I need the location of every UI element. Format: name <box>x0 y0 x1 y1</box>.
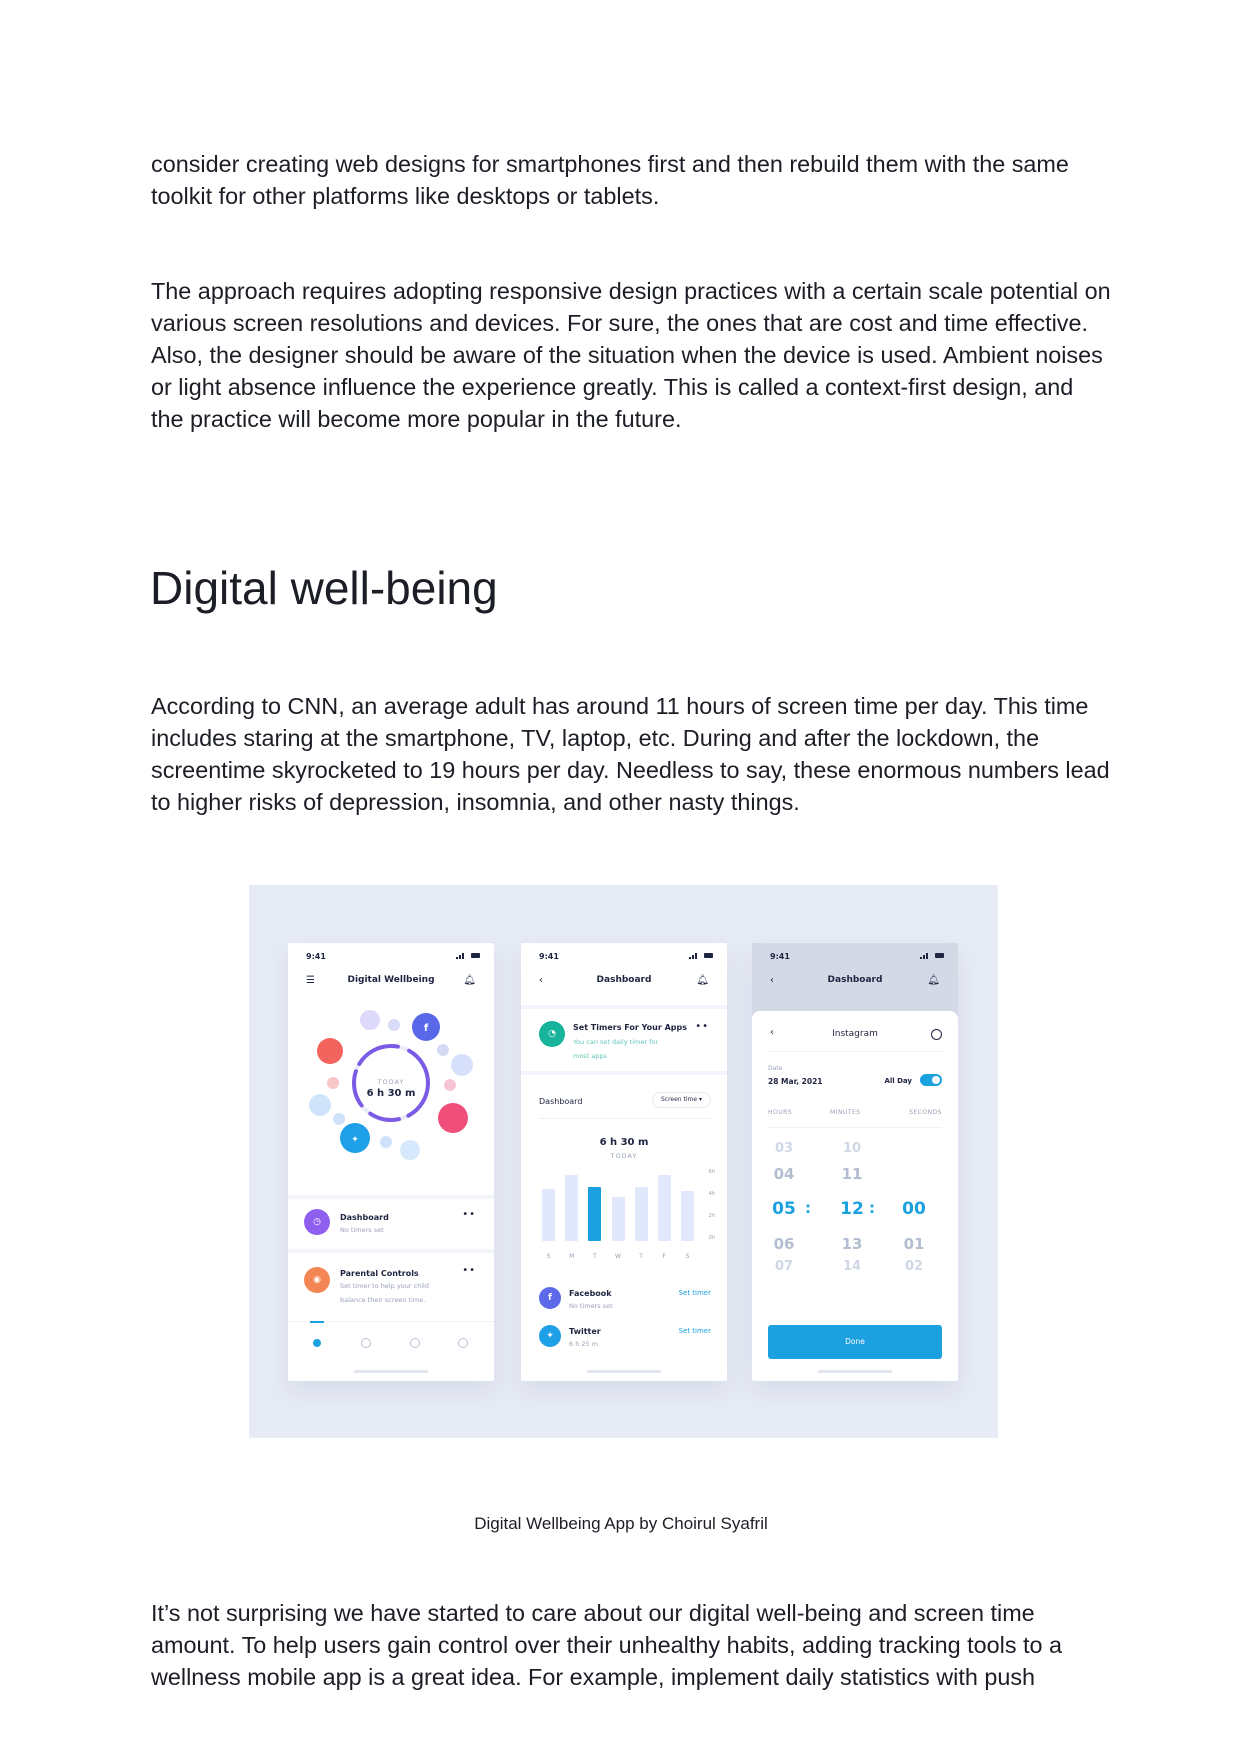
y-tick-label: 2h <box>708 1213 715 1219</box>
menu-icon[interactable]: ☰ <box>306 975 315 986</box>
hour-option[interactable]: 07 <box>774 1259 794 1274</box>
hour-option[interactable]: 06 <box>773 1235 795 1253</box>
day-bar[interactable] <box>681 1191 694 1241</box>
signal-icon <box>920 953 944 959</box>
y-tick-label: 6h <box>708 1169 715 1175</box>
signal-icon <box>689 953 713 959</box>
status-bar <box>770 952 944 962</box>
bell-icon[interactable]: 🔔︎ <box>463 975 476 986</box>
all-day-label: All Day <box>884 1077 912 1085</box>
timer-sheet <box>752 1011 958 1381</box>
hour-selected[interactable]: 05 <box>772 1199 796 1219</box>
item1-title[interactable]: Dashboard <box>340 1213 389 1222</box>
facebook-icon: f <box>539 1287 561 1309</box>
second-option[interactable]: 01 <box>903 1235 925 1253</box>
dashboard-icon: ◷ <box>304 1209 330 1235</box>
svg-text:f: f <box>423 1023 429 1034</box>
closing-paragraph: It’s not surprising we have started to care about our digital well-being and screen time amount. To help users gain control over their unhealthy habits, adding tracking tools to a wellness mobile app is a great idea. For example, implement daily statistics with push <box>151 1600 1063 1690</box>
home-tab-icon[interactable] <box>313 1339 321 1347</box>
set-timer-button[interactable]: Set timer <box>678 1289 711 1297</box>
profile-tab-icon[interactable] <box>458 1338 468 1348</box>
cnn-paragraph: According to CNN, an average adult has around 11 hours of screen time per day. This time includes staring at the smartphone, TV, laptop, etc. During and after the lockdown, the screentime skyrocketed to 19 hours per day. Needless to say, these enormous numbers lead to higher risks of depression, insomnia, and other nasty things. <box>151 693 1110 815</box>
day-label: S <box>685 1253 690 1260</box>
done-button[interactable]: Done <box>768 1325 942 1359</box>
twitter-icon: ✦ <box>539 1325 561 1347</box>
chat-tab-icon[interactable] <box>361 1338 371 1348</box>
y-tick-label: 4h <box>708 1191 715 1197</box>
item2-title[interactable]: Parental Controls <box>340 1269 419 1278</box>
screen-title: Digital Wellbeing <box>347 975 435 985</box>
colon: : <box>805 1199 811 1217</box>
date-value[interactable]: 28 Mar, 2021 <box>768 1077 823 1086</box>
section-label: Dashboard <box>539 1097 583 1106</box>
bell-icon[interactable]: 🔔︎ <box>927 975 940 986</box>
back-icon[interactable]: ‹ <box>539 975 543 986</box>
more-icon[interactable]: •• <box>695 1021 709 1032</box>
colon: : <box>869 1199 875 1217</box>
status-time: 9:41 <box>306 952 326 961</box>
sheet-back-icon[interactable]: ‹ <box>770 1027 774 1038</box>
screen-title: Dashboard <box>596 975 652 985</box>
minute-option[interactable]: 10 <box>842 1141 862 1156</box>
y-axis-ticks <box>701 1169 715 1241</box>
item2-subtitle-2: balance their screen time. <box>340 1296 426 1304</box>
minutes-header: MINUTES <box>830 1109 861 1116</box>
day-label: T <box>593 1253 597 1260</box>
bell-icon[interactable]: 🔔︎ <box>696 975 709 986</box>
seconds-header: SECONDS <box>909 1109 942 1116</box>
minute-option[interactable]: 11 <box>841 1165 863 1183</box>
minute-option[interactable]: 14 <box>842 1259 862 1274</box>
info-icon[interactable] <box>931 1029 942 1040</box>
signal-icon <box>456 953 480 959</box>
hours-header: HOURS <box>768 1109 793 1116</box>
hour-option[interactable]: 03 <box>774 1141 794 1156</box>
ring-label: TODAY <box>377 1078 405 1086</box>
parental-controls-icon: ◉ <box>304 1267 330 1293</box>
timer-icon: ◔ <box>539 1021 565 1047</box>
phone-timer-picker <box>752 943 958 1381</box>
phone-dashboard <box>521 943 727 1381</box>
day-label: F <box>662 1253 666 1260</box>
minute-option[interactable]: 13 <box>841 1235 863 1253</box>
set-timer-button[interactable]: Set timer <box>678 1327 711 1335</box>
day-bar[interactable] <box>542 1189 555 1241</box>
x-axis-days <box>537 1253 699 1263</box>
hour-option[interactable]: 04 <box>773 1165 795 1183</box>
more-icon[interactable]: •• <box>462 1265 476 1276</box>
day-label: M <box>569 1253 575 1260</box>
app1-sub: No timers set <box>569 1302 613 1310</box>
item1-subtitle: No timers set <box>340 1226 384 1234</box>
y-tick-label: 0h <box>708 1235 715 1241</box>
status-bar <box>539 952 713 962</box>
day-bar[interactable] <box>612 1197 625 1241</box>
banner-sub-2: most apps <box>573 1052 607 1060</box>
svg-text:✦: ✦ <box>351 1135 359 1145</box>
back-icon[interactable]: ‹ <box>770 975 774 986</box>
status-time: 9:41 <box>539 952 559 961</box>
status-time: 9:41 <box>770 952 790 961</box>
day-bar[interactable] <box>635 1187 648 1241</box>
section-heading: Digital well-being <box>150 562 498 614</box>
second-option[interactable]: 02 <box>904 1259 924 1274</box>
day-label: W <box>615 1253 621 1260</box>
figure-caption: Digital Wellbeing App by Choirul Syafril <box>474 1514 768 1533</box>
weekly-bar-chart <box>537 1169 699 1241</box>
day-label: S <box>546 1253 551 1260</box>
sheet-title: Instagram <box>832 1029 878 1039</box>
more-icon[interactable]: •• <box>462 1209 476 1220</box>
banner-sub-1: You can set daily timer for <box>573 1038 659 1046</box>
app-mockup-figure <box>249 885 998 1438</box>
intro-paragraph: consider creating web designs for smartphones first and then rebuild them with the same toolkit for other platforms like desktops or tablets. <box>151 151 1069 209</box>
approach-paragraph: The approach requires adopting responsive design practices with a certain scale potential on various screen resolutions and devices. For sure, the ones that are cost and time effective. Also, the designer should be aware of the situation when the device is used. Ambient noises or light absence influence the experience greatly. This is called a context-first design, and the practice will become more popular in the future. <box>151 278 1111 432</box>
app2-name: Twitter <box>569 1327 601 1336</box>
day-bar[interactable] <box>658 1175 671 1241</box>
total-label: TODAY <box>610 1152 638 1160</box>
all-day-toggle[interactable] <box>920 1074 942 1086</box>
second-selected[interactable]: 00 <box>902 1199 926 1219</box>
banner-title: Set Timers For Your Apps <box>573 1023 688 1032</box>
total-value: 6 h 30 m <box>599 1137 649 1148</box>
app2-sub: 6 h 25 m <box>569 1340 599 1348</box>
screen-time-dropdown[interactable]: Screen time ▾ <box>652 1092 711 1108</box>
item2-subtitle-1: Set timer to help your child <box>340 1282 429 1290</box>
day-label: T <box>639 1253 643 1260</box>
status-bar <box>306 952 480 962</box>
phone-wellbeing-home <box>288 943 494 1381</box>
clock-tab-icon[interactable] <box>410 1338 420 1348</box>
ring-value: 6 h 30 m <box>366 1088 416 1099</box>
day-bar[interactable] <box>565 1175 578 1241</box>
date-label: Date <box>768 1065 783 1072</box>
minute-selected[interactable]: 12 <box>840 1199 864 1219</box>
app1-name: Facebook <box>569 1289 612 1298</box>
day-bar[interactable] <box>588 1187 601 1241</box>
screen-title: Dashboard <box>827 975 883 985</box>
